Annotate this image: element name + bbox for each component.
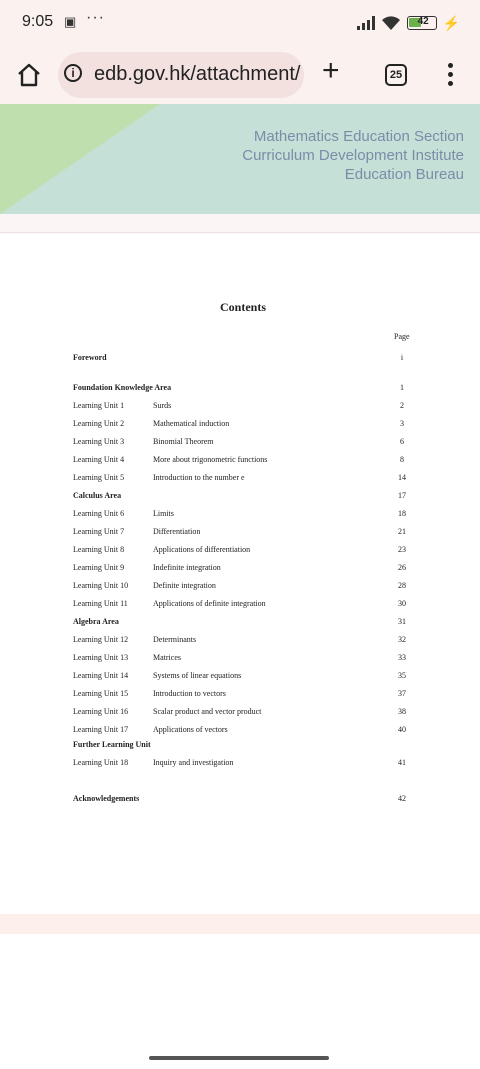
toc-unit-row xyxy=(0,580,480,592)
toc-unit-label: Learning Unit 5 xyxy=(73,473,125,482)
toc-unit-row xyxy=(0,436,480,448)
toc-page-number: 17 xyxy=(398,491,406,500)
toc-page-number: 1 xyxy=(400,383,404,392)
page-column-header: Page xyxy=(394,332,410,341)
toc-unit-label: Learning Unit 11 xyxy=(73,599,128,608)
url-text[interactable]: edb.gov.hk/attachment/ xyxy=(94,63,301,85)
toc-page-number: 31 xyxy=(398,617,406,626)
status-time: 9:05 xyxy=(22,13,54,30)
toc-page-number: 32 xyxy=(398,635,406,644)
toc-section-row xyxy=(0,793,480,805)
toc-unit-row xyxy=(0,598,480,610)
toc-page-number: 18 xyxy=(398,509,406,518)
toc-page-number: 41 xyxy=(398,758,406,767)
toc-page-number: 6 xyxy=(400,437,404,446)
wifi-icon xyxy=(381,15,401,31)
toc-unit-title: Determinants xyxy=(153,635,197,644)
toc-unit-label: Learning Unit 8 xyxy=(73,545,125,554)
battery-icon xyxy=(407,16,437,30)
toc-unit-label: Learning Unit 6 xyxy=(73,509,125,518)
toc-unit-title: Introduction to the number e xyxy=(153,473,245,482)
toc-unit-label: Learning Unit 7 xyxy=(73,527,125,536)
address-bar[interactable] xyxy=(58,52,304,98)
toc-page-number: 33 xyxy=(398,653,406,662)
toc-unit-title: Indefinite integration xyxy=(153,563,221,572)
toc-page-number: 38 xyxy=(398,707,406,716)
banner-line-1: Mathematics Education Section xyxy=(253,128,464,145)
toc-unit-label: Learning Unit 15 xyxy=(73,689,129,698)
toc-unit-label: Learning Unit 13 xyxy=(73,653,129,662)
toc-unit-row xyxy=(0,634,480,646)
toc-page-number: 8 xyxy=(400,455,404,464)
toc-unit-label: Learning Unit 1 xyxy=(73,401,125,410)
toc-page-number: 3 xyxy=(400,419,404,428)
toc-page-number: 28 xyxy=(398,581,406,590)
toc-unit-row xyxy=(0,526,480,538)
toc-unit-label: Learning Unit 9 xyxy=(73,563,125,572)
toc-unit-label: Learning Unit 12 xyxy=(73,635,129,644)
toc-page-number: 21 xyxy=(398,527,406,536)
toc-unit-row xyxy=(0,544,480,556)
toc-section-row xyxy=(0,490,480,502)
toc-unit-title: Scalar product and vector product xyxy=(153,707,262,716)
more-notifications-icon: ··· xyxy=(86,9,105,26)
toc-page-number: 23 xyxy=(398,545,406,554)
toc-unit-label: Learning Unit 16 xyxy=(73,707,129,716)
tab-switcher-button[interactable]: 25 xyxy=(385,64,407,86)
status-icons xyxy=(357,12,460,34)
blank-area xyxy=(0,934,480,1069)
toc-unit-title: Mathematical induction xyxy=(153,419,230,428)
toc-section-title: Foundation Knowledge Area xyxy=(73,383,172,392)
toc-unit-title: Introduction to vectors xyxy=(153,689,226,698)
toc-page-number: 35 xyxy=(398,671,406,680)
charging-icon: ⚡ xyxy=(442,14,460,31)
battery-level: 42 xyxy=(417,16,429,27)
toc-unit-title: Definite integration xyxy=(153,581,216,590)
divider xyxy=(0,232,480,233)
notification-icon: ▣ xyxy=(64,14,77,29)
toc-unit-row xyxy=(0,652,480,664)
toc-page-number: 2 xyxy=(400,401,404,410)
toc-unit-label: Learning Unit 17 xyxy=(73,725,129,734)
banner-line-3: Education Bureau xyxy=(344,166,464,183)
toc-unit-label: Learning Unit 18 xyxy=(73,758,129,767)
home-icon[interactable] xyxy=(16,62,42,88)
document-page xyxy=(0,234,480,914)
gesture-handle[interactable] xyxy=(149,1056,329,1060)
toc-section-row xyxy=(0,382,480,394)
toc-page-number: 37 xyxy=(398,689,406,698)
signal-icon xyxy=(357,16,375,30)
page-title: Contents xyxy=(219,300,266,314)
toc-unit-label: Learning Unit 14 xyxy=(73,671,129,680)
toc-unit-row xyxy=(0,508,480,520)
document-banner xyxy=(0,104,480,214)
toc-page-number: 40 xyxy=(398,725,406,734)
toc-unit-row xyxy=(0,418,480,430)
new-tab-icon[interactable]: + xyxy=(322,54,340,87)
toc-unit-title: Binomial Theorem xyxy=(153,437,214,446)
toc-unit-row xyxy=(0,670,480,682)
toc-unit-title: Applications of vectors xyxy=(153,725,228,734)
toc-page-number: 14 xyxy=(398,473,406,482)
toc-section-row xyxy=(0,616,480,628)
toc-unit-title: Systems of linear equations xyxy=(153,671,242,680)
toc-unit-label: Learning Unit 2 xyxy=(73,419,125,428)
toc-unit-label: Learning Unit 3 xyxy=(73,437,125,446)
toc-unit-row xyxy=(0,706,480,718)
toc-unit-title: Matrices xyxy=(153,653,181,662)
toc-unit-title: Surds xyxy=(153,401,172,410)
toc-unit-row xyxy=(0,472,480,484)
toc-unit-label: Learning Unit 10 xyxy=(73,581,129,590)
toc-page-number: 30 xyxy=(398,599,406,608)
toc-section-row xyxy=(0,739,480,751)
toc-section-title: Calculus Area xyxy=(73,491,122,500)
toc-unit-row xyxy=(0,400,480,412)
toc-section-title: Foreword xyxy=(73,353,107,362)
browser-toolbar xyxy=(0,46,480,104)
toc-section-row xyxy=(0,352,480,364)
toc-unit-title: Applications of differentiation xyxy=(153,545,251,554)
toc-page-number: 26 xyxy=(398,563,406,572)
toc-unit-row xyxy=(0,562,480,574)
overflow-menu-icon[interactable] xyxy=(446,63,454,89)
toc-page-number: i xyxy=(400,353,404,362)
toc-unit-title: More about trigonometric functions xyxy=(153,455,268,464)
status-bar xyxy=(0,0,480,46)
site-info-icon[interactable]: i xyxy=(64,64,82,82)
toc-unit-row xyxy=(0,454,480,466)
toc-unit-row xyxy=(0,757,480,769)
toc-section-title: Algebra Area xyxy=(73,617,119,626)
toc-section-title: Acknowledgements xyxy=(73,794,140,803)
toc-page-number: 42 xyxy=(398,794,406,803)
page-gap xyxy=(0,914,480,934)
toc-unit-row xyxy=(0,724,480,736)
toc-unit-title: Applications of definite integration xyxy=(153,599,266,608)
toc-section-title: Further Learning Unit xyxy=(73,740,151,749)
toc-unit-title: Inquiry and investigation xyxy=(153,758,234,767)
toc-unit-label: Learning Unit 4 xyxy=(73,455,125,464)
toc-unit-row xyxy=(0,688,480,700)
banner-line-2: Curriculum Development Institute xyxy=(242,147,464,164)
banner-decoration xyxy=(0,104,160,214)
toc-unit-title: Differentiation xyxy=(153,527,201,536)
toc-unit-title: Limits xyxy=(153,509,174,518)
